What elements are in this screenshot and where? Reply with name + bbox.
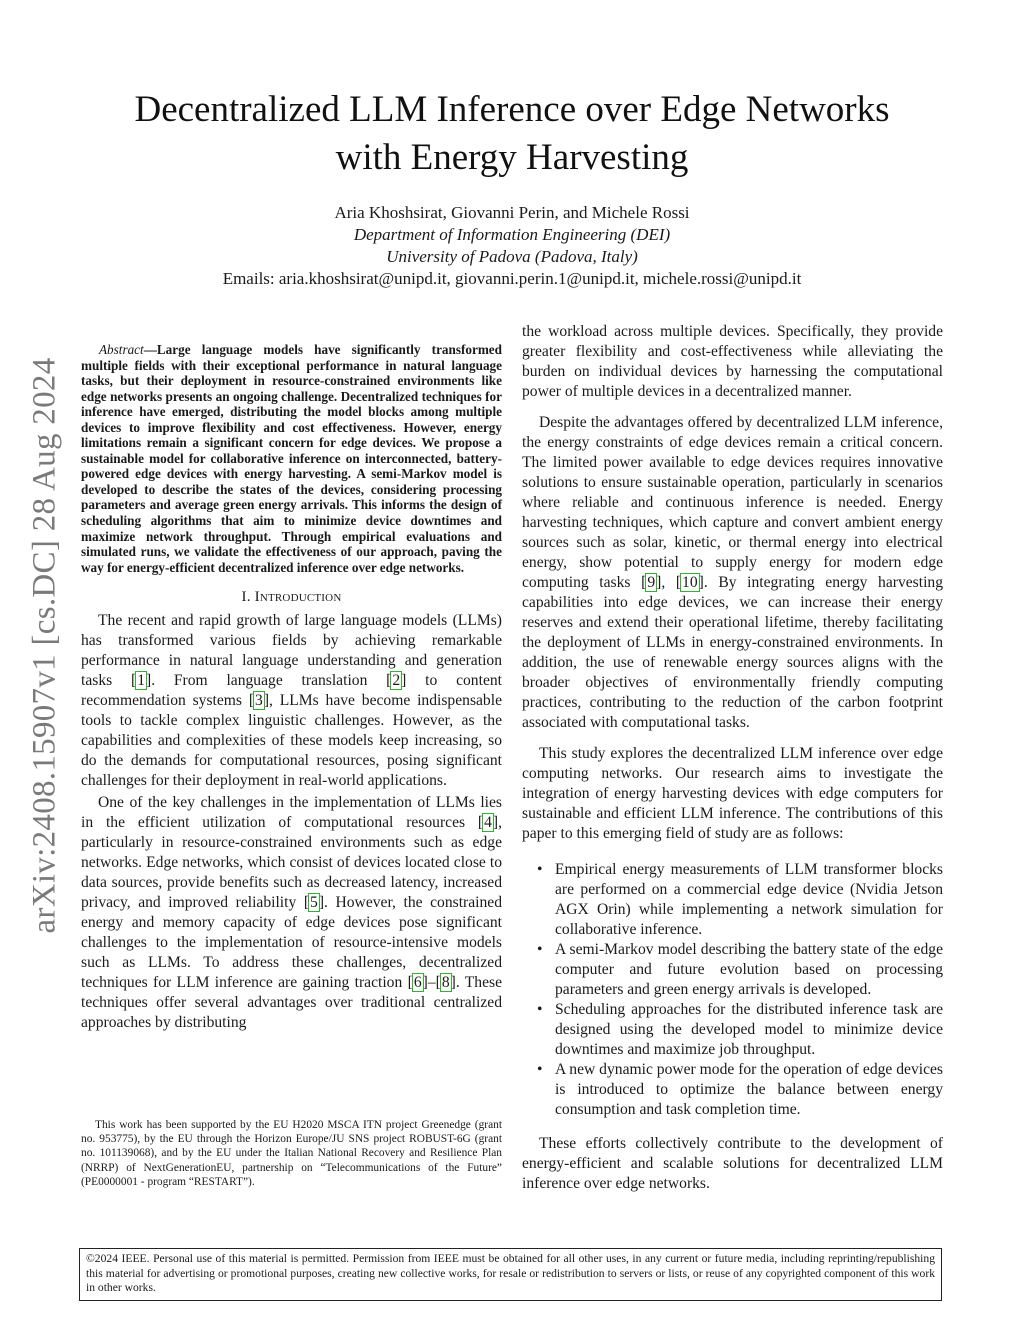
citation-link[interactable]: 5 — [310, 894, 318, 912]
section-heading-introduction — [81, 589, 502, 606]
section-number: I. — [241, 589, 251, 606]
citation-link[interactable]: 9 — [647, 574, 656, 591]
right-column — [522, 322, 943, 1205]
author-names: Aria Khoshsirat, Giovanni Perin, and Michele Rossi — [334, 203, 690, 222]
continued-paragraph: the workload across multiple devices. Specifically, they provide greater flexibility and cost-effectiveness while alleviating the burden on individual devices by harnessing the computational power of multiple devices in a decentralized manner. — [522, 323, 943, 400]
section-title: Introduction — [254, 589, 342, 606]
arxiv-id: arXiv:2408.15907v1 [cs.DC] 28 Aug 2024 — [26, 356, 63, 934]
citation-link[interactable]: 2 — [392, 672, 401, 690]
title-line-2: with Energy Harvesting — [335, 137, 689, 178]
abstract-label: Abstract — [99, 342, 144, 357]
bullet-icon: • — [537, 1061, 543, 1078]
author-emails: Emails: aria.khoshsirat@unipd.it, giovanni.perin.1@unipd.it, michele.rossi@unipd.it — [222, 269, 802, 288]
left-column — [81, 342, 502, 1033]
funding-footnote: This work has been supported by the EU H2020 MSCA ITN project Greenedge (grant no. 953775), by the EU through the Horizon Europe/JU SNS project ROBUST-6G (grant no. 101139068), and by the EU under the Italian National Recovery and Resilience Plan (NRRP) of NextGenerationEU, partnership on “Telecommunications of the Future” (PE0000001 - program “RESTART”). — [81, 1119, 502, 1188]
bullet-icon: • — [537, 861, 543, 878]
author-university: University of Padova (Padova, Italy) — [386, 247, 638, 266]
intro-paragraph-2: One of the key challenges in the implementation of LLMs lies in the efficient utilization of computational resources [4], particularly in resource-constrained environments such as edge networks. Edge networks, which consist of devices located close to data sources, provide benefits such as decreased latency, increased privacy, and improved reliability [5]. However, the constrained energy and memory capacity of edge devices pose significant challenges to the implementation of resource-intensive models such as LLMs. To address these challenges, decentralized techniques for LLM inference are gaining traction [6]–[8]. These techniques offer several advantages over traditional centralized approaches by distributing — [81, 794, 503, 1032]
list-item: • Scheduling approaches for the distributed inference task are designed using the developed model to minimize device downtimes and maximize job throughput. — [537, 1001, 943, 1058]
bullet-icon: • — [537, 941, 543, 958]
closing-paragraph: These efforts collectively contribute to the development of energy-efficient and scalable solutions for decentralized LLM inference over edge networks. — [522, 1135, 943, 1192]
author-block — [60, 202, 964, 290]
citation-link[interactable]: 8 — [441, 974, 450, 992]
citation-link[interactable]: 3 — [255, 692, 263, 710]
citation-link[interactable]: 10 — [682, 574, 698, 591]
contributions-intro: This study explores the decentralized LLM inference over edge computing networks. Our research aims to investigate the integration of energy harvesting devices with edge computers for sustainable and efficient LLM inference. The contributions of this paper to this emerging field of study are as follows: — [522, 745, 943, 842]
contributions-list — [522, 860, 943, 1120]
list-item: • A semi-Markov model describing the battery state of the edge computer and future evolution based on processing parameters and green energy arrivals is developed. — [537, 941, 943, 998]
paper-title — [60, 86, 964, 182]
arxiv-stamp — [28, 345, 62, 945]
citation-link[interactable]: 1 — [137, 672, 145, 690]
intro-paragraph-1: The recent and rapid growth of large language models (LLMs) has transformed various fields by achieving remarkable performance in natural language understanding and generation tasks [1]. From language translation [2] to content recommendation systems [3], LLMs have become indispensable tools to tackle complex linguistic challenges. However, as the capabilities and complexities of these models keep increasing, so do the demands for computational resources, posing significant challenges for their deployment in real-world applications. — [81, 612, 502, 790]
list-item: • Empirical energy measurements of LLM transformer blocks are performed on a commercial edge device (Nvidia Jetson AGX Orin) while implementing a network simulation for collaborative inference. — [537, 861, 943, 938]
citation-link[interactable]: 4 — [484, 814, 492, 832]
energy-paragraph: Despite the advantages offered by decentralized LLM inference, the energy constraints of edge devices remain a critical concern. The limited power available to edge devices requires innovative solutions to ensure sustainable operation, particularly in scenarios where reliable and continuous inference is needed. Energy harvesting techniques, which capture and convert ambient energy sources such as solar, kinetic, or thermal energy into electrical energy, show potential to supply energy for modern edge computing tasks [9], [10]. By integrating energy harvesting capabilities into edge devices, we can increase their energy reserves and extend their operational lifetime, thereby facilitating the deployment of LLMs in energy-constrained environments. In addition, the use of renewable energy sources aligns with the broader objectives of environmentally friendly computing practices, contributing to the reduction of the carbon footprint associated with computational tasks. — [522, 414, 944, 731]
copyright-notice: ©2024 IEEE. Personal use of this material is permitted. Permission from IEEE must be obtained for all other uses, in any current or future media, including reprinting/republishing this material for advertising or promotional purposes, creating new collective works, for resale or redistribution to servers or lists, or reuse of any copyrighted component of this work in other works. — [79, 1248, 942, 1301]
abstract-text: Large language models have significantly transformed multiple fields with their exceptional performance in natural language tasks, but their deployment in resource-constrained environments like edge networks presents an ongoing challenge. Decentralized techniques for inference have emerged, distributing the model blocks among multiple devices to improve flexibility and cost effectiveness. However, energy limitations remain a significant concern for edge devices. We propose a sustainable model for collaborative inference on interconnected, battery-powered edge devices with energy harvesting. A semi-Markov model is developed to describe the states of the devices, considering processing parameters and average green energy arrivals. This informs the design of scheduling algorithms that aim to minimize device downtimes and maximize network throughput. Through empirical evaluations and simulated runs, we validate the effectiveness of our approach, paving the way for energy-efficient decentralized inference over edge networks. — [81, 342, 502, 575]
title-line-1: Decentralized LLM Inference over Edge Networks — [134, 89, 890, 130]
citation-link[interactable]: 6 — [413, 974, 422, 992]
abstract: Abstract—Large language models have significantly transformed multiple fields with their exceptional performance in natural language tasks, but their deployment in resource-constrained environments like edge networks presents an ongoing challenge. Decentralized techniques for inference have emerged, distributing the model blocks among multiple devices to improve flexibility and cost effectiveness. However, energy limitations remain a significant concern for edge devices. We propose a sustainable model for collaborative inference on interconnected, battery-powered edge devices with energy harvesting. A semi-Markov model is developed to describe the states of the devices, considering processing parameters and average green energy arrivals. This informs the design of scheduling algorithms that aim to minimize device downtimes and maximize network throughput. Through empirical evaluations and simulated runs, we validate the effectiveness of our approach, paving the way for energy-efficient decentralized inference over edge networks. — [81, 342, 502, 575]
author-department: Department of Information Engineering (DEI) — [353, 225, 671, 244]
bullet-icon: • — [537, 1001, 543, 1018]
list-item: • A new dynamic power mode for the operation of edge devices is introduced to optimize the balance between energy consumption and task completion time. — [537, 1061, 943, 1118]
